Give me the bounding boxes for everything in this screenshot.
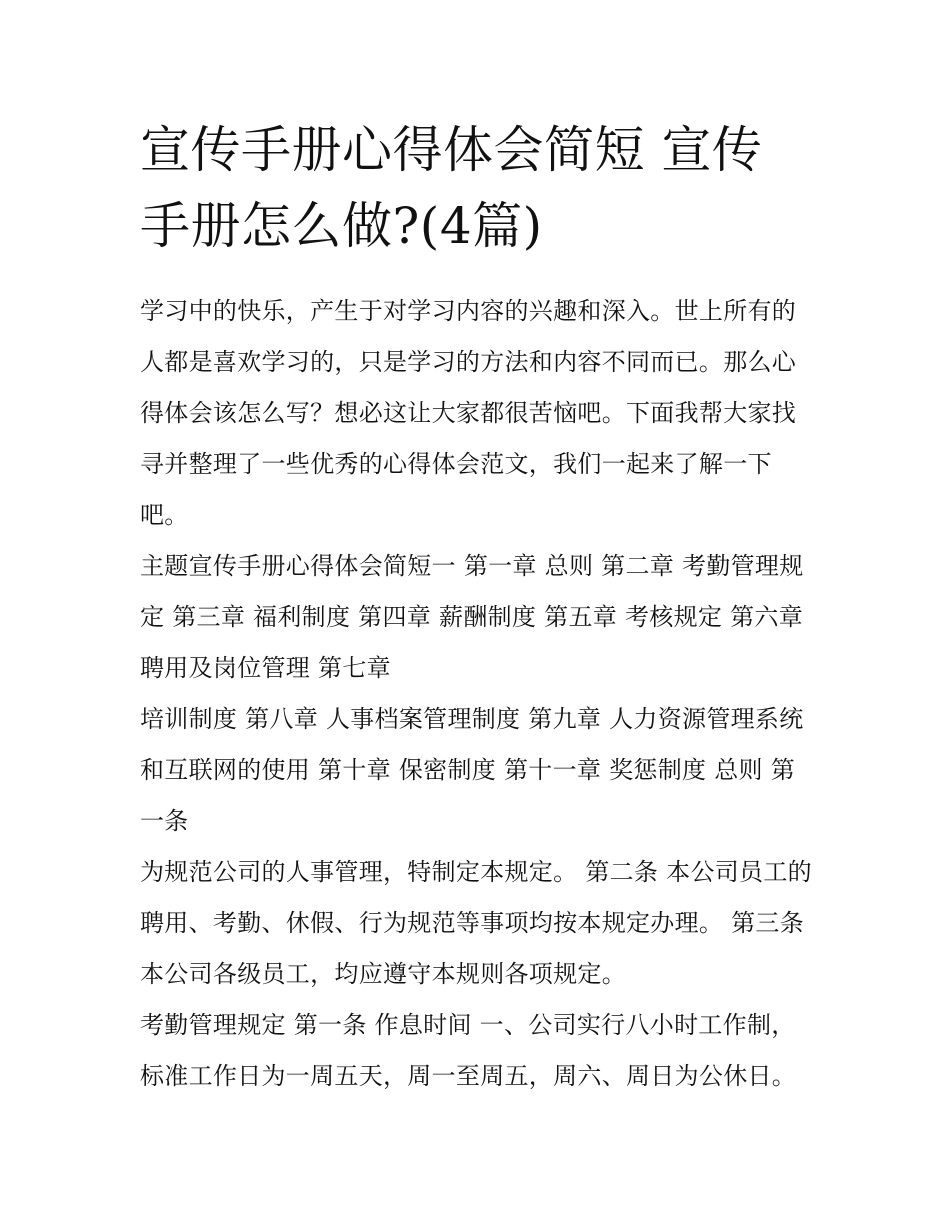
paragraph-chapters-continued: 培训制度 第八章 人事档案管理制度 第九章 人力资源管理系统 和互联网的使用 第十章 保密制度 第十一章 奖惩制度 总则 第一条: [140, 705, 804, 835]
paragraph-chapters: 主题宣传手册心得体会简短一 第一章 总则 第二章 考勤管理规定 第三章 福利制度 第四章 薪酬制度 第五章 考核规定 第六章 聘用及岗位管理 第七章: [140, 552, 804, 682]
document-page: [140, 112, 812, 1102]
paragraph-attendance-rules: 考勤管理规定 第一条 作息时间 一、公司实行八小时工作制，标准工作日为一周五天，周一至周五，周六、周日为公休日。: [140, 1011, 797, 1090]
document-title: 宣传手册心得体会简短 宣传手册怎么做?(4篇): [140, 121, 763, 255]
paragraph-intro: 学习中的快乐，产生于对学习内容的兴趣和深入。世上所有的人都是喜欢学习的，只是学习的方法和内容不同而已。那么心得体会该怎么写？想必这让大家都很苦恼吧。下面我帮大家找寻并整理了一些优秀的心得体会范文，我们一起来了解一下吧。: [140, 297, 797, 529]
paragraph-general-provisions: 为规范公司的人事管理，特制定本规定。 第二条 本公司员工的聘用、考勤、休假、行为规范等事项均按本规定办理。 第三条 本公司各级员工，均应遵守本规则各项规定。: [140, 858, 812, 988]
